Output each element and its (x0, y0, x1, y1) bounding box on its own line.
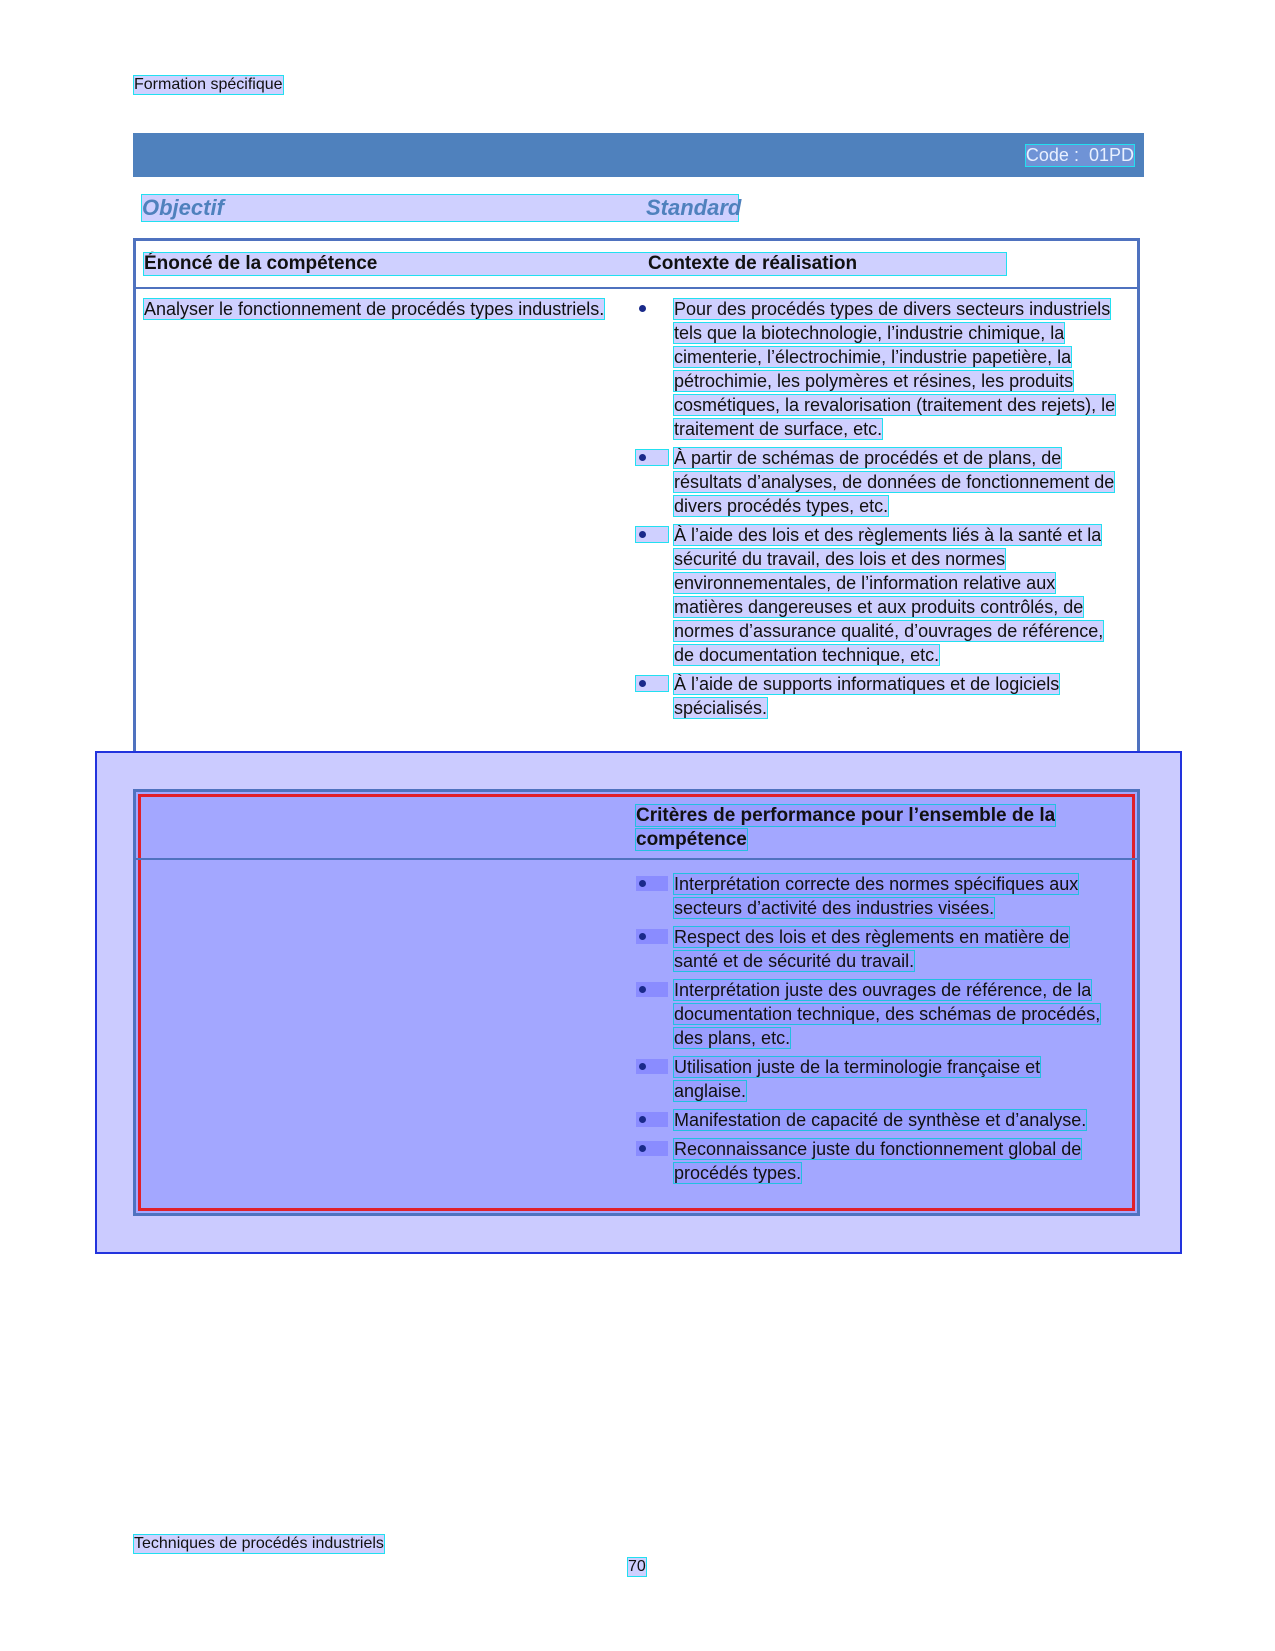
objectif-title: Objectif (142, 195, 738, 221)
criteria-list (636, 872, 1116, 1190)
code-label: Code : (1025, 145, 1079, 165)
page-footer: Techniques de procédés industriels (134, 1535, 384, 1552)
criteria-heading: Critères de performance pour l’ensemble de la compétence (636, 805, 1056, 850)
list-item: À l’aide des lois et des règlements liés à la santé et la sécurité du travail, des lois et des normes environnementales, de l’information relative aux matières dangereuses et aux produits contrôlés, de normes d’assurance qualité, d’ouvrages de référence, de documentation technique, etc. (636, 523, 1116, 667)
list-item: À l’aide de supports informatiques et de logiciels spécialisés. (636, 672, 1116, 720)
list-item: Respect des lois et des règlements en matière de santé et de sécurité du travail. (636, 925, 1116, 973)
competency-table (133, 238, 1140, 774)
context-heading: Contexte de réalisation (648, 253, 858, 274)
bullet-icon (636, 1112, 668, 1127)
bullet-icon (636, 527, 668, 542)
list-item: Interprétation correcte des normes spécifiques aux secteurs d’activité des industries visées. (636, 872, 1116, 920)
standard-title: Standard (646, 195, 742, 220)
bullet-icon (636, 301, 668, 316)
competency-code (1026, 145, 1134, 166)
page-number: 70 (628, 1558, 646, 1575)
list-item: Interprétation juste des ouvrages de référence, de la documentation technique, des schémas de procédés, des plans, etc. (636, 978, 1116, 1050)
competency-table-header (136, 241, 1137, 289)
bullet-icon (636, 982, 668, 997)
performance-criteria-table (133, 789, 1140, 1216)
bullet-icon (636, 450, 668, 465)
bullet-icon (636, 929, 668, 944)
list-item: À partir de schémas de procédés et de plans, de résultats d’analyses, de données de fonctionnement de divers procédés types, etc. (636, 446, 1116, 518)
bullet-icon (636, 676, 668, 691)
list-item: Pour des procédés types de divers secteurs industriels tels que la biotechnologie, l’industrie chimique, la cimenterie, l’électrochimie, l’industrie papetière, la pétrochimie, les polymères et résines, les produits cosmétiques, la revalorisation (traitement des rejets), le traitement de surface, etc. (636, 297, 1116, 441)
statement-heading: Énoncé de la compétence (144, 253, 1006, 275)
page-header: Formation spécifique (134, 76, 283, 93)
list-item: Reconnaissance juste du fonctionnement global de procédés types. (636, 1137, 1116, 1185)
bullet-icon (636, 876, 668, 891)
competency-statement: Analyser le fonctionnement de procédés types industriels. (144, 299, 605, 319)
bullet-icon (636, 1141, 668, 1156)
code-value: 01PD (1088, 145, 1134, 165)
context-list (636, 297, 1116, 725)
list-item: Manifestation de capacité de synthèse et d’analyse. (636, 1108, 1116, 1132)
list-item: Utilisation juste de la terminologie française et anglaise. (636, 1055, 1116, 1103)
criteria-table-header (136, 792, 1137, 860)
bullet-icon (636, 1059, 668, 1074)
code-band (133, 133, 1144, 177)
